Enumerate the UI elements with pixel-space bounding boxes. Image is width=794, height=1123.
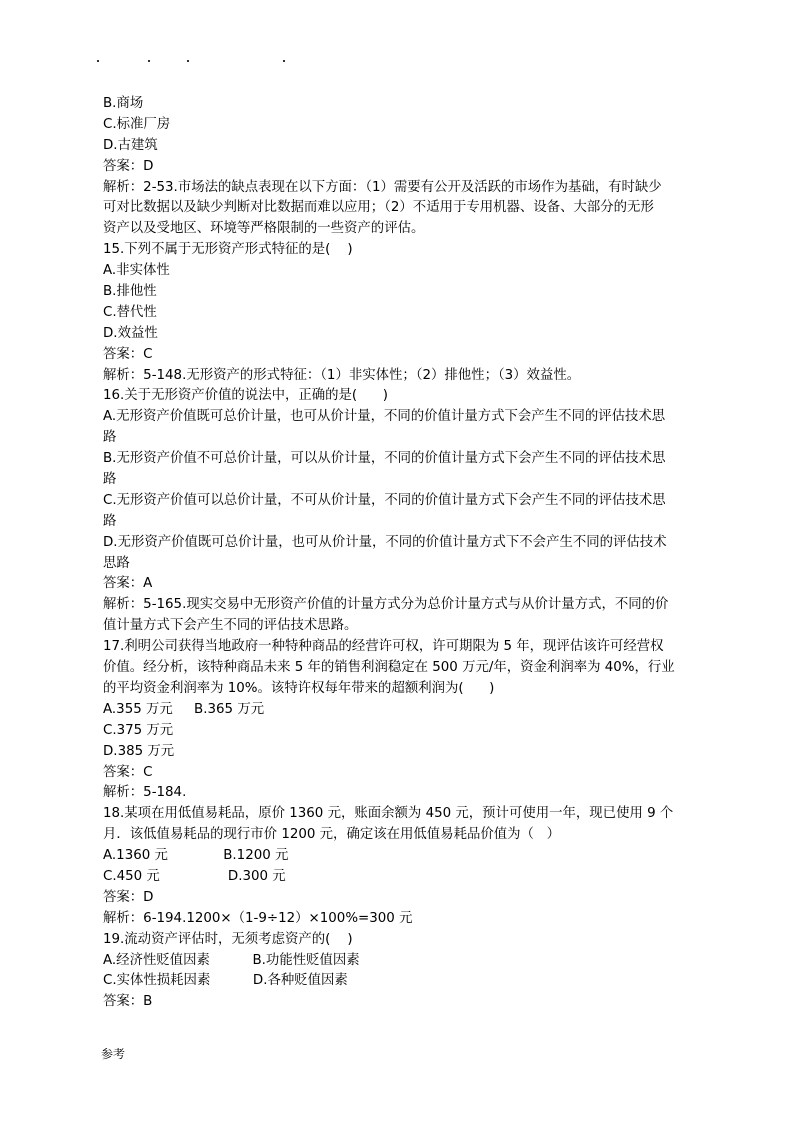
- text-line: A.经济性贬值因素 B.功能性贬值因素: [103, 952, 360, 968]
- header-mark: [97, 60, 99, 62]
- header-mark: [187, 60, 189, 62]
- text-line: C.标准厂房: [103, 116, 171, 132]
- text-line: 16.关于无形资产价值的说法中，正确的是( ): [103, 388, 388, 404]
- text-line: 答案：B: [103, 994, 153, 1010]
- text-line: 答案：C: [103, 346, 153, 362]
- text-line: 15.下列不属于无形资产形式特征的是( ): [103, 242, 353, 258]
- text-line: 可对比数据以及缺少判断对比数据而难以应用；（2）不适用于专用机器、设备、大部分的无形: [103, 200, 654, 216]
- text-line: 答案：C: [103, 764, 153, 780]
- text-line: 解析：5-148.无形资产的形式特征：（1）非实体性；（2）排他性；（3）效益性。: [103, 367, 581, 383]
- text-line: A.无形资产价值既可总价计量，也可从价计量，不同的价值计量方式下会产生不同的评估技术思: [103, 409, 666, 425]
- text-line: B.排他性: [103, 284, 157, 300]
- text-line: 19.流动资产评估时，无须考虑资产的( ): [103, 931, 353, 947]
- document-body: [103, 94, 675, 1013]
- text-line: 资产以及受地区、环境等严格限制的一些资产的评估。: [103, 221, 425, 237]
- page-footer: 参考: [101, 1047, 126, 1061]
- text-line: C.375 万元: [103, 722, 174, 738]
- text-line: D.无形资产价值既可总价计量，也可从价计量，不同的价值计量方式下不会产生不同的评估技术: [103, 534, 667, 550]
- text-line: A.非实体性: [103, 263, 170, 279]
- text-line: 值计量方式下会产生不同的评估技术思路。: [103, 618, 358, 634]
- text-line: 价值。经分析，该特种商品未来 5 年的销售利润稳定在 500 万元/年，资金利润率为 40%，行业: [103, 660, 675, 676]
- text-line: C.450 元 D.300 元: [103, 868, 286, 884]
- text-line: 路: [103, 513, 117, 529]
- text-line: 解析：5-165.现实交易中无形资产价值的计量方式分为总价计量方式与从价计量方式，不同的价: [103, 597, 669, 613]
- text-line: C.实体性损耗因素 D.各种贬值因素: [103, 973, 348, 989]
- text-line: 答案：D: [103, 889, 154, 905]
- text-line: 17.利明公司获得当地政府一种特种商品的经营许可权，许可期限为 5 年，现评估该许可经营权: [103, 639, 664, 655]
- text-line: 路: [103, 472, 117, 488]
- text-line: 答案：A: [103, 576, 153, 592]
- text-line: B.商场: [103, 96, 144, 111]
- text-line: 的平均资金利润率为 10%。该特许权每年带来的超额利润为( ): [103, 680, 495, 696]
- text-line: 路: [103, 430, 117, 446]
- text-line: A.1360 元 B.1200 元: [103, 848, 289, 864]
- header-mark: [283, 60, 285, 62]
- text-line: 思路: [103, 555, 130, 571]
- text-line: 18.某项在用低值易耗品，原价 1360 元，账面余额为 450 元，预计可使用一年，现已使用 9 个: [103, 806, 674, 822]
- text-line: A.355 万元 B.365 万元: [103, 701, 265, 717]
- text-line: B.无形资产价值不可总价计量，可以从价计量，不同的价值计量方式下会产生不同的评估技术思: [103, 451, 666, 467]
- text-line: 解析：6-194.1200×（1-9÷12）×100%=300 元: [103, 910, 413, 926]
- text-line: D.385 万元: [103, 743, 175, 759]
- text-line: 解析：5-184.: [103, 785, 187, 801]
- text-line: D.效益性: [103, 325, 158, 341]
- text-line: 解析：2-53.市场法的缺点表现在以下方面：（1）需要有公开及活跃的市场作为基础，有时缺少: [103, 179, 662, 195]
- text-line: 答案：D: [103, 158, 154, 174]
- text-line: D.古建筑: [103, 137, 158, 153]
- text-line: 月．该低值易耗品的现行市价 1200 元，确定该在用低值易耗品价值为（ ）: [103, 827, 561, 843]
- text-line: C.无形资产价值可以总价计量，不可从价计量，不同的价值计量方式下会产生不同的评估技术思: [103, 492, 666, 508]
- header-mark: [148, 60, 150, 62]
- text-line: C.替代性: [103, 304, 157, 320]
